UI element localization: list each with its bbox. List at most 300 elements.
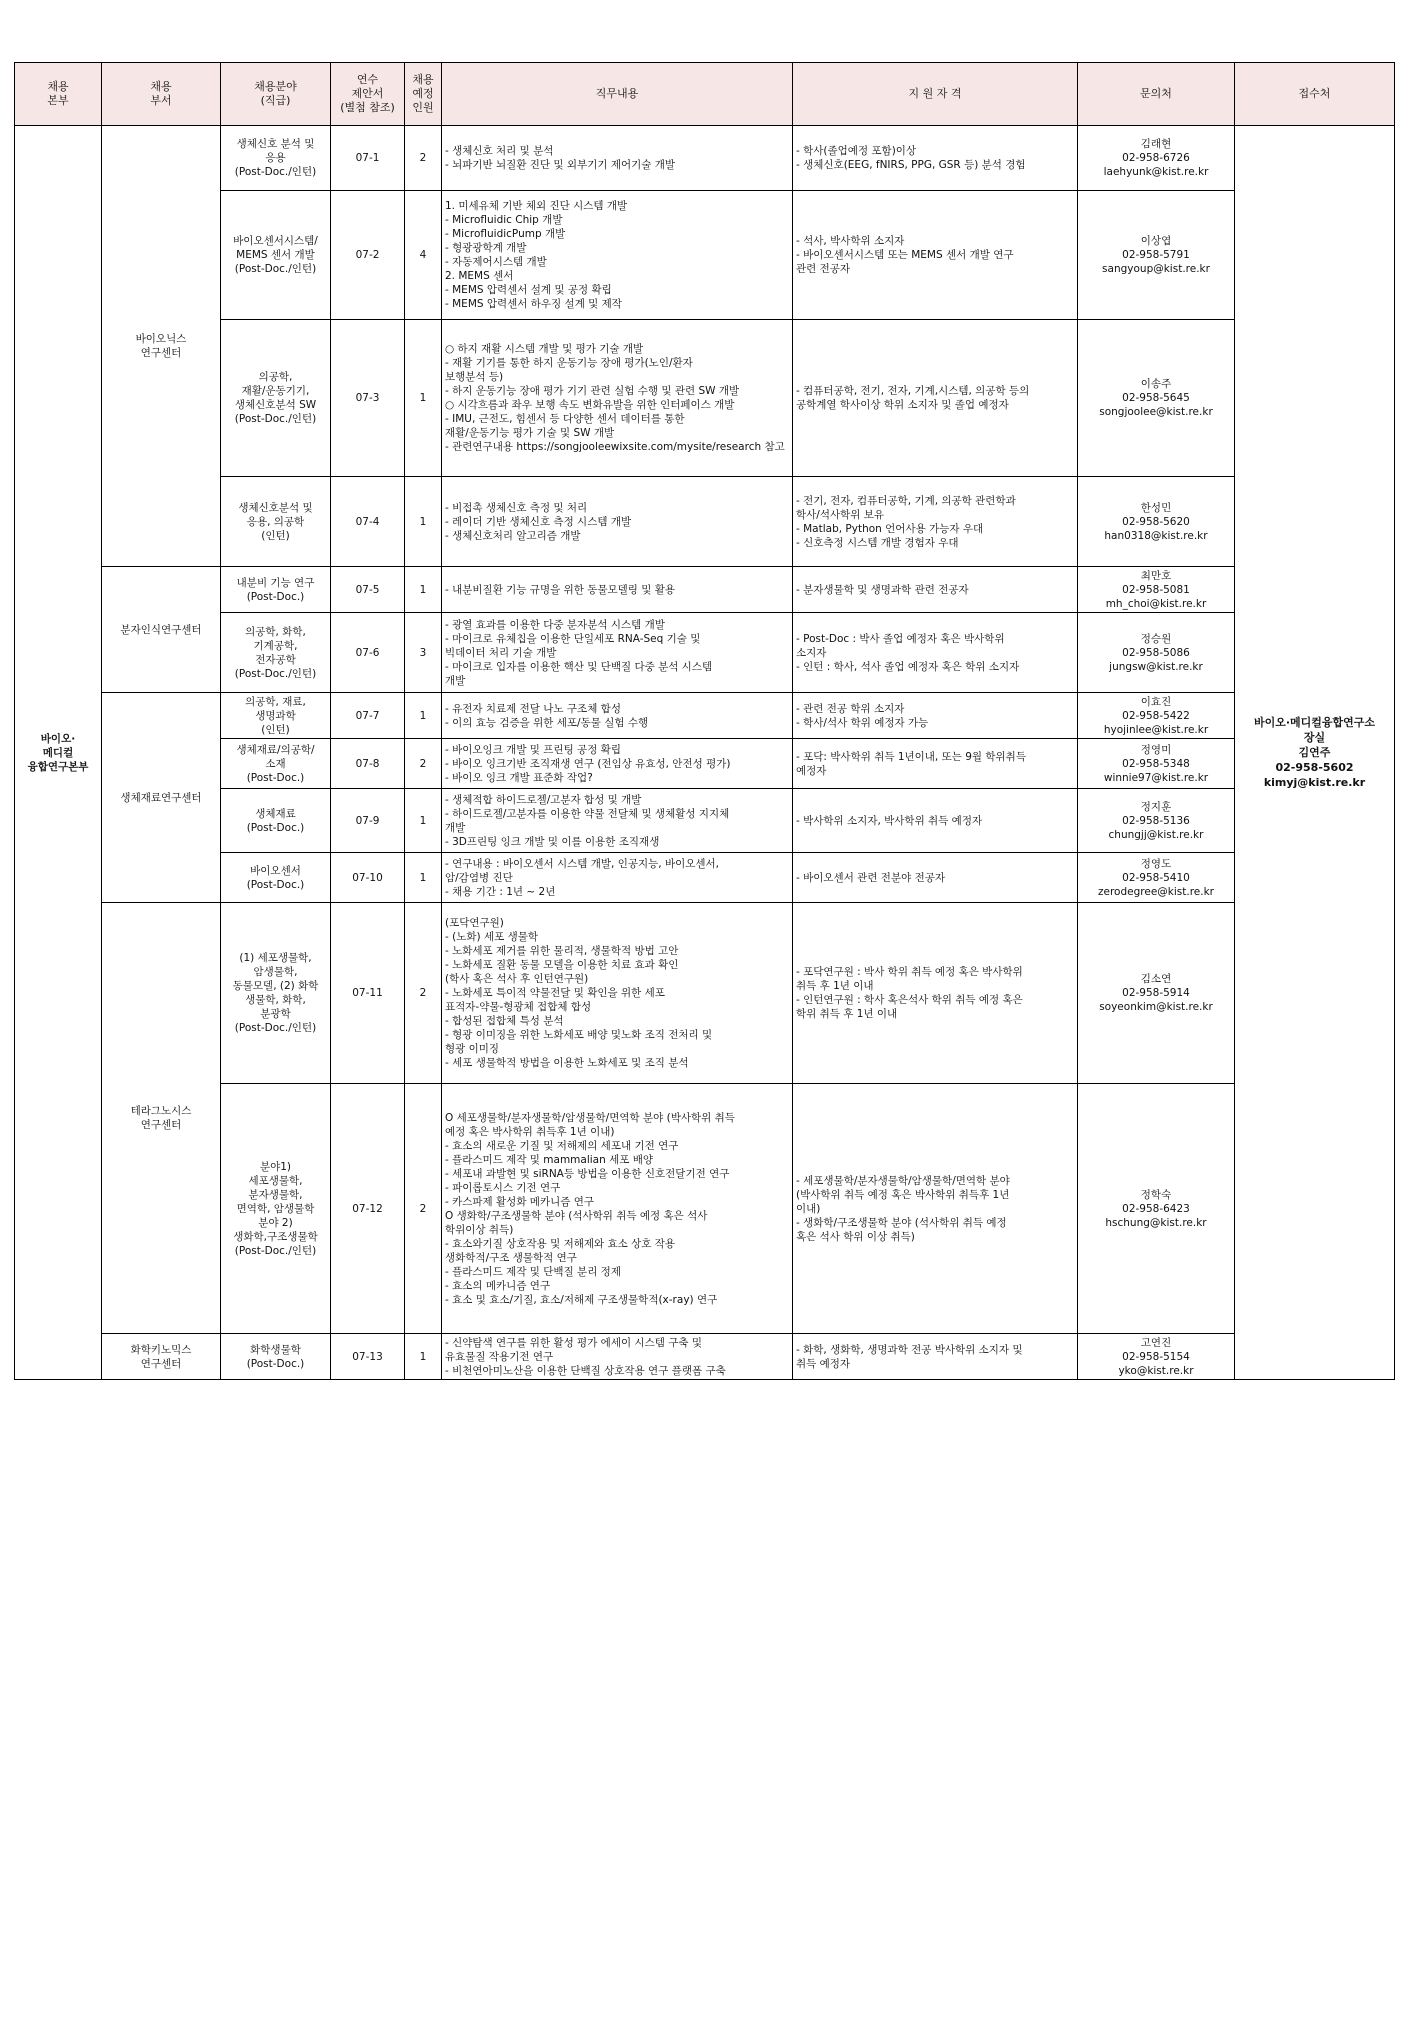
code-cell: 07-10 [331, 853, 405, 903]
qual-line: - 분자생물학 및 생명과학 관련 전공자 [796, 583, 969, 596]
field-cell [221, 853, 331, 903]
text-line: (Post-Doc.) [246, 821, 305, 834]
duty-line: - 카스파제 활성화 메카니즘 연구 [445, 1195, 594, 1208]
quals-cell [793, 477, 1078, 567]
text-line: winnie97@kist.re.kr [1103, 771, 1209, 784]
duty-line: 2. MEMS 센서 [445, 270, 514, 282]
text-line: 융합연구본부 [27, 760, 89, 773]
contact-cell [1078, 126, 1235, 191]
duty-line: - 파이롭토시스 기전 연구 [445, 1181, 561, 1194]
header-contact [1078, 63, 1235, 126]
code-cell: 07-9 [331, 789, 405, 853]
header-division [15, 63, 102, 126]
text-line: 분자생물학, [248, 1188, 303, 1201]
table-row [15, 693, 1395, 739]
count-cell: 1 [405, 567, 442, 613]
text-line: 02-958-5791 [1122, 249, 1190, 261]
text-line: 고연진 [1140, 1336, 1172, 1349]
code-cell: 07-13 [331, 1334, 405, 1380]
text-line: (직급) [260, 94, 291, 107]
text-line: 연수 [356, 73, 379, 86]
text-line: (Post-Doc./인턴) [234, 166, 317, 178]
code-cell: 07-1 [331, 126, 405, 191]
text-line: 메디컬 [42, 746, 74, 759]
count-cell: 2 [405, 739, 442, 789]
duty-line: - 플라스미드 제작 및 mammalian 세포 배양 [445, 1153, 654, 1166]
text-line: (Post-Doc./인턴) [234, 413, 317, 425]
department-cell-theragnosis [102, 903, 221, 1334]
text-line: 전자공학 [255, 653, 296, 666]
duty-line: - 내분비질환 기능 규명을 위한 동물모델링 및 활용 [445, 583, 676, 596]
field-cell [221, 739, 331, 789]
duty-line: 학위이상 취득) [445, 1223, 514, 1236]
text-line: 정지훈 [1140, 800, 1172, 813]
count-cell: 4 [405, 191, 442, 320]
qual-line: - 세포생물학/분자생물학/암생물학/면역학 분야 [796, 1174, 1010, 1187]
text-line: 채용분야 [254, 80, 297, 93]
table-row [15, 320, 1395, 477]
quals-cell [793, 1084, 1078, 1334]
duties-cell [442, 1084, 793, 1334]
text-line: 문의처 [1140, 87, 1172, 100]
duty-line: - MEMS 압력센서 설계 및 공정 확립 [445, 284, 612, 296]
count-cell: 3 [405, 613, 442, 693]
text-line: 최만호 [1140, 569, 1172, 582]
text-line: 직무내용 [595, 87, 639, 100]
text-line: 정영도 [1140, 857, 1172, 870]
quals-cell [793, 693, 1078, 739]
duty-line: - 생체신호처리 알고리즘 개발 [445, 529, 581, 542]
count-cell: 1 [405, 853, 442, 903]
quals-cell [793, 320, 1078, 477]
code-cell: 07-7 [331, 693, 405, 739]
table-row [15, 739, 1395, 789]
duties-cell [442, 126, 793, 191]
text-line: (Post-Doc.) [246, 878, 305, 891]
duties-cell [442, 693, 793, 739]
quals-cell [793, 191, 1078, 320]
qual-line: - 학사(졸업예정 포함)이상 [796, 145, 917, 157]
text-line: 02-958-5422 [1122, 709, 1190, 722]
count-cell: 2 [405, 126, 442, 191]
code-cell: 07-12 [331, 1084, 405, 1334]
contact-cell [1078, 903, 1235, 1084]
duties-cell [442, 853, 793, 903]
duty-line: 형광 이미징 [445, 1043, 500, 1055]
field-cell [221, 191, 331, 320]
receiver-cell [1235, 126, 1395, 1380]
duty-line: - 세포 생물학적 방법을 이용한 노화세포 및 조직 분석 [445, 1057, 689, 1069]
text-line: (Post-Doc./인턴) [234, 1244, 317, 1257]
duty-line: - 신약탐색 연구를 위한 활성 평가 에세이 시스템 구축 및 [445, 1336, 702, 1349]
quals-cell [793, 853, 1078, 903]
text-line: 02-958-5136 [1122, 814, 1190, 827]
text-line: (Post-Doc.) [246, 771, 305, 784]
department-cell-bionics [102, 126, 221, 567]
text-line: 생화학,구조생물학 [233, 1230, 318, 1243]
header-duties [442, 63, 793, 126]
duty-line: 재활/운동기능 평가 기술 및 SW 개발 [445, 427, 615, 439]
duty-line: - 효소의 새로운 기질 및 저해제의 세포내 기전 연구 [445, 1139, 679, 1152]
duty-line: (학사 혹은 석사 후 인턴연구원) [445, 973, 589, 985]
qual-line: - 전기, 전자, 컴퓨터공학, 기계, 의공학 관련학과 [796, 494, 1016, 507]
duty-line: - 효소 및 효소/기질, 효소/저해제 구조생물학적(x-ray) 연구 [445, 1293, 718, 1306]
text-line: 의공학, 화학, [245, 625, 306, 638]
duty-line: - 노화세포 질환 동물 모델을 이용한 치료 효과 확인 [445, 959, 679, 971]
text-line: 채용 [47, 80, 69, 93]
duty-line: - 비접촉 생체신호 측정 및 처리 [445, 501, 588, 514]
text-line: 02-958-5081 [1122, 583, 1190, 596]
duty-line: - 뇌파기반 뇌질환 진단 및 외부기기 제어기술 개발 [445, 159, 676, 171]
table-body [15, 126, 1395, 1380]
duties-cell [442, 789, 793, 853]
duty-line: O 생화학/구조생물학 분야 (석사학위 취득 예정 혹은 석사 [445, 1209, 708, 1222]
contact-cell [1078, 739, 1235, 789]
text-line: 생체신호분석 및 [238, 501, 313, 514]
text-line: 생물학, 화학, [245, 994, 306, 1006]
recruitment-table [14, 62, 1395, 1380]
text-line: 한성민 [1140, 501, 1172, 514]
qual-line: 예정자 [796, 764, 827, 777]
text-line: 내분비 기능 연구 [236, 576, 315, 589]
text-line: 정승원 [1140, 632, 1172, 645]
quals-cell [793, 567, 1078, 613]
text-line: kimyj@kist.re.kr [1263, 776, 1366, 789]
text-line: 분광학 [260, 1008, 291, 1020]
text-line: 02-958-5154 [1122, 1350, 1190, 1363]
text-line: 정학숙 [1140, 1188, 1172, 1201]
duties-cell [442, 320, 793, 477]
text-line: 02-958-5086 [1122, 646, 1190, 659]
qual-line: 학위 취득 후 1년 이내 [796, 1008, 898, 1020]
duty-line: ○ 하지 재활 시스템 개발 및 평가 기술 개발 [445, 343, 644, 355]
qual-line: - 컴퓨터공학, 전기, 전자, 기계,시스템, 의공학 등의 [796, 385, 1030, 397]
field-cell [221, 693, 331, 739]
duty-line: - MicrofluidicPump 개발 [445, 228, 566, 240]
text-line: 생체재료연구센터 [120, 791, 202, 804]
duty-line: 생화학적/구조 생물학적 연구 [445, 1251, 577, 1264]
duty-line: 빅데이터 처리 기술 개발 [445, 646, 557, 659]
contact-cell [1078, 613, 1235, 693]
text-line: MEMS 센서 개발 [236, 249, 315, 261]
header-field [221, 63, 331, 126]
text-line: 02-958-5914 [1122, 987, 1190, 999]
text-line: 생체신호분석 SW [234, 399, 317, 411]
text-line: 응용 [265, 152, 286, 164]
contact-cell [1078, 693, 1235, 739]
text-line: 제안서 [351, 87, 384, 100]
duty-line: ○ 시각흐름과 좌우 보행 속도 변화유발을 위한 인터페이스 개발 [445, 399, 735, 411]
text-line: 채용 [412, 73, 434, 86]
table-row [15, 126, 1395, 191]
count-cell: 2 [405, 1084, 442, 1334]
text-line: 연구센터 [140, 1119, 182, 1131]
duties-cell [442, 903, 793, 1084]
text-line: 김소연 [1140, 973, 1172, 985]
text-line: mh_choi@kist.re.kr [1105, 597, 1207, 610]
duty-line: - 자동제어시스템 개발 [445, 256, 547, 268]
duty-line: - 마이크로 입자를 이용한 핵산 및 단백질 다중 분석 시스템 [445, 660, 713, 673]
field-cell [221, 903, 331, 1084]
duty-line: - 재활 기기를 통한 하지 운동기능 장애 평가(노인/환자 [445, 357, 693, 369]
text-line: chungjj@kist.re.kr [1108, 828, 1204, 841]
duty-line: - 관련연구내용 https://songjooleewixsite.com/mysite/research 참고 [445, 441, 785, 453]
text-line: sangyoup@kist.re.kr [1102, 263, 1210, 275]
duty-line: - 하지 운동기능 장애 평가 기기 관련 실험 수행 및 관련 SW 개발 [445, 385, 740, 397]
qual-line: 공학계열 학사이상 학위 소지자 및 졸업 예정자 [796, 399, 1009, 411]
qual-line: 혹은 석사 학위 이상 취득) [796, 1230, 915, 1243]
text-line: 바이오센서 [250, 864, 301, 877]
text-line: zerodegree@kist.re.kr [1098, 885, 1214, 898]
table-row [15, 613, 1395, 693]
text-line: 김래현 [1140, 138, 1172, 150]
text-line: 02-958-5620 [1122, 515, 1190, 528]
contact-cell [1078, 191, 1235, 320]
text-line: 지 원 자 격 [908, 87, 962, 100]
contact-cell [1078, 1334, 1235, 1380]
duty-line: - 노화세포 특이적 약물전달 및 확인을 위한 세포 [445, 987, 665, 999]
qual-line: - 포닥연구원 : 박사 학위 취득 예정 혹은 박사학위 [796, 966, 1023, 978]
text-line: 02-958-6423 [1122, 1202, 1190, 1215]
text-line: 의공학, 재료, [245, 695, 306, 708]
duty-line: - 마이크로 유체칩을 이용한 단일세포 RNA-Seq 기술 및 [445, 632, 701, 645]
text-line: 생명과학 [255, 709, 296, 722]
header-quals [793, 63, 1078, 126]
text-line: han0318@kist.re.kr [1104, 529, 1208, 542]
text-line: 채용 [150, 80, 172, 93]
field-cell [221, 1084, 331, 1334]
text-line: 동물모델, (2) 화학 [232, 980, 319, 992]
header-code [331, 63, 405, 126]
duty-line: - Microfluidic Chip 개발 [445, 214, 563, 226]
table-row [15, 1334, 1395, 1380]
table-row [15, 789, 1395, 853]
quals-cell [793, 789, 1078, 853]
text-line: 화학키노믹스 [130, 1343, 192, 1356]
field-cell [221, 320, 331, 477]
contact-cell [1078, 567, 1235, 613]
text-line: 연구센터 [140, 1357, 182, 1370]
contact-cell [1078, 853, 1235, 903]
duties-cell [442, 191, 793, 320]
qual-line: - 바이오센서 관련 전분야 전공자 [796, 871, 945, 884]
qual-line: - 포닥: 박사학위 취득 1년이내, 또는 9월 학위취득 [796, 750, 1026, 763]
text-line: 인원 [412, 101, 434, 114]
text-line: 연구센터 [140, 347, 182, 359]
duty-line: 보행분석 등) [445, 371, 504, 383]
table-row [15, 567, 1395, 613]
qual-line: - 화학, 생화학, 생명과학 전공 박사학위 소지자 및 [796, 1343, 1023, 1356]
duty-line: 표적자-약물-형광체 접합체 합성 [445, 1001, 592, 1013]
text-line: 이효진 [1140, 695, 1172, 708]
duty-line: 암/감염병 진단 [445, 871, 513, 884]
text-line: 본부 [47, 94, 69, 107]
quals-cell [793, 126, 1078, 191]
recruitment-table-container [14, 62, 1394, 1380]
duty-line: - 세포내 과발현 및 siRNA등 방법을 이용한 신호전달기전 연구 [445, 1167, 730, 1180]
text-line: 장실 [1303, 731, 1326, 744]
count-cell: 1 [405, 477, 442, 567]
qual-line: - Post-Doc : 박사 졸업 예정자 혹은 박사학위 [796, 632, 1005, 645]
department-cell-biomaterials [102, 693, 221, 903]
duty-line: - 유전자 치료제 전달 나노 구조체 합성 [445, 702, 621, 715]
header-count [405, 63, 442, 126]
text-line: 02-958-6726 [1122, 152, 1190, 164]
text-line: 02-958-5410 [1122, 871, 1190, 884]
text-line: 의공학, [258, 371, 293, 383]
text-line: 바이오·메디컬융합연구소 [1253, 716, 1376, 729]
text-line: jungsw@kist.re.kr [1109, 660, 1203, 673]
duty-line: - 플라스미드 제작 및 단백질 분리 정제 [445, 1265, 621, 1278]
duty-line: - 3D프린팅 잉크 개발 및 이를 이용한 조직재생 [445, 835, 660, 848]
header-dept [102, 63, 221, 126]
duty-line: - 형광광학계 개발 [445, 242, 527, 254]
code-cell: 07-3 [331, 320, 405, 477]
quals-cell [793, 1334, 1078, 1380]
duties-cell [442, 1334, 793, 1380]
code-cell: 07-5 [331, 567, 405, 613]
duties-cell [442, 567, 793, 613]
field-cell [221, 789, 331, 853]
quals-cell [793, 613, 1078, 693]
text-line: 예정 [412, 87, 434, 100]
text-line: 생체신호 분석 및 [236, 138, 315, 150]
text-line: 바이오· [40, 732, 76, 745]
text-line: 분야 2) [258, 1216, 293, 1229]
text-line: yko@kist.re.kr [1118, 1364, 1194, 1377]
division-cell [15, 126, 102, 1380]
text-line: (인턴) [261, 529, 290, 542]
code-cell: 07-8 [331, 739, 405, 789]
quals-cell [793, 903, 1078, 1084]
text-line: 바이오닉스 [135, 333, 187, 345]
text-line: 바이오센서시스템/ [233, 235, 318, 247]
qual-line: 취득 후 1년 이내 [796, 980, 874, 992]
text-line: hschung@kist.re.kr [1105, 1216, 1207, 1229]
text-line: 02-958-5348 [1122, 757, 1190, 770]
duty-line: - (노화) 세포 생물학 [445, 931, 538, 943]
duty-line: - 레이더 기반 생체신호 측정 시스템 개발 [445, 515, 632, 528]
contact-cell [1078, 477, 1235, 567]
text-line: (1) 세포생물학, [239, 952, 312, 964]
text-line: 이상엽 [1140, 235, 1172, 247]
field-cell [221, 477, 331, 567]
qual-line: - 관련 전공 학위 소지자 [796, 702, 905, 715]
count-cell: 1 [405, 1334, 442, 1380]
text-line: 소재 [265, 757, 286, 770]
table-row [15, 191, 1395, 320]
text-line: 재활/운동기기, [241, 385, 310, 397]
count-cell: 1 [405, 693, 442, 739]
code-cell: 07-4 [331, 477, 405, 567]
text-line: 기계공학, [253, 639, 298, 652]
text-line: soyeonkim@kist.re.kr [1099, 1001, 1213, 1013]
qual-line: - Matlab, Python 언어사용 가능자 우대 [796, 522, 984, 535]
text-line: 면역학, 암생물학 [236, 1202, 315, 1215]
text-line: 02-958-5645 [1122, 392, 1190, 404]
qual-line: 이내) [796, 1202, 821, 1215]
qual-line: (박사학위 취득 예정 혹은 박사학위 취득후 1년 [796, 1188, 1010, 1201]
text-line: (Post-Doc./인턴) [234, 1022, 317, 1034]
field-cell [221, 567, 331, 613]
duty-line: - IMU, 근전도, 힘센서 등 다양한 센서 데이터를 통한 [445, 413, 685, 425]
duty-line: O 세포생물학/분자생물학/암생물학/면역학 분야 (박사학위 취득 [445, 1111, 735, 1124]
duty-line: 개발 [445, 674, 466, 687]
qual-line: 소지자 [796, 646, 827, 659]
text-line: (Post-Doc./인턴) [234, 667, 317, 680]
duty-line: - 바이오잉크 개발 및 프린팅 공정 확립 [445, 743, 621, 756]
duty-line: - 노화세포 제거를 위한 물리적, 생물학적 방법 고안 [445, 945, 679, 957]
text-line: (인턴) [261, 723, 290, 736]
qual-line: - 생체신호(EEG, fNIRS, PPG, GSR 등) 분석 경험 [796, 159, 1026, 171]
header-receiver [1235, 63, 1395, 126]
text-line: 암생물학, [253, 966, 298, 978]
qual-line: - 학사/석사 학위 예정자 가능 [796, 716, 929, 729]
qual-line: 관련 전공자 [796, 263, 851, 275]
contact-cell [1078, 789, 1235, 853]
code-cell: 07-2 [331, 191, 405, 320]
text-line: 분자인식연구센터 [120, 623, 202, 636]
text-line: (Post-Doc./인턴) [234, 263, 317, 275]
field-cell [221, 1334, 331, 1380]
department-cell-chemkinomics [102, 1334, 221, 1380]
text-line: 화학생물학 [250, 1343, 301, 1356]
text-line: 응용, 의공학 [246, 515, 305, 528]
table-row [15, 903, 1395, 1084]
header-row [15, 63, 1395, 126]
qual-line: 학사/석사학위 보유 [796, 508, 885, 521]
duty-line: - 연구내용 : 바이오센서 시스템 개발, 인공지능, 바이오센서, [445, 857, 719, 870]
code-cell: 07-11 [331, 903, 405, 1084]
duty-line: - 채용 기간 : 1년 ~ 2년 [445, 885, 556, 898]
duties-cell [442, 477, 793, 567]
table-row [15, 477, 1395, 567]
table-row [15, 853, 1395, 903]
duties-cell [442, 613, 793, 693]
text-line: 생체재료/의공학/ [236, 743, 315, 756]
duty-line: - 형광 이미징을 위한 노화세포 배양 및노화 조직 전처리 및 [445, 1029, 713, 1041]
qual-line: - 생화학/구조생물학 분야 (석사학위 취득 예정 [796, 1216, 1007, 1229]
department-cell-molecular [102, 567, 221, 693]
text-line: 02-958-5602 [1275, 761, 1354, 774]
duty-line: - 효소의 메카니즘 연구 [445, 1279, 551, 1292]
qual-line: - 인턴연구원 : 학사 혹은석사 학위 취득 예정 혹은 [796, 994, 1023, 1006]
count-cell: 1 [405, 320, 442, 477]
duty-line: - 광열 효과를 이용한 다중 분자분석 시스템 개발 [445, 618, 665, 631]
duty-line: - 바이오 잉크기반 조직재생 연구 (전임상 유효성, 안전성 평가) [445, 757, 731, 770]
count-cell: 2 [405, 903, 442, 1084]
text-line: songjoolee@kist.re.kr [1099, 406, 1213, 418]
text-line: 테라그노시스 [130, 1105, 192, 1117]
duty-line: - 이의 효능 검증을 위한 세포/동물 실험 수행 [445, 716, 649, 729]
duty-line: 개발 [445, 821, 466, 834]
duty-line: 1. 미세유체 기반 체외 진단 시스템 개발 [445, 200, 628, 212]
field-cell [221, 613, 331, 693]
count-cell: 1 [405, 789, 442, 853]
text-line: 부서 [150, 94, 172, 107]
text-line: 김연주 [1298, 746, 1331, 759]
duty-line: - 바이오 잉크 개발 표준화 작업? [445, 771, 593, 784]
qual-line: - 신호측정 시스템 개발 경험자 우대 [796, 536, 959, 549]
duties-cell [442, 739, 793, 789]
duty-line: - 하이드로젤/고분자를 이용한 약물 전달체 및 생체활성 지지체 [445, 807, 730, 820]
text-line: 생체재료 [255, 807, 296, 820]
code-cell: 07-6 [331, 613, 405, 693]
text-line: (Post-Doc.) [246, 1357, 305, 1370]
text-line: laehyunk@kist.re.kr [1103, 166, 1209, 178]
text-line: 세포생물학, [248, 1174, 303, 1187]
duty-line: - 생체적합 하이드로젤/고분자 합성 및 개발 [445, 793, 642, 806]
